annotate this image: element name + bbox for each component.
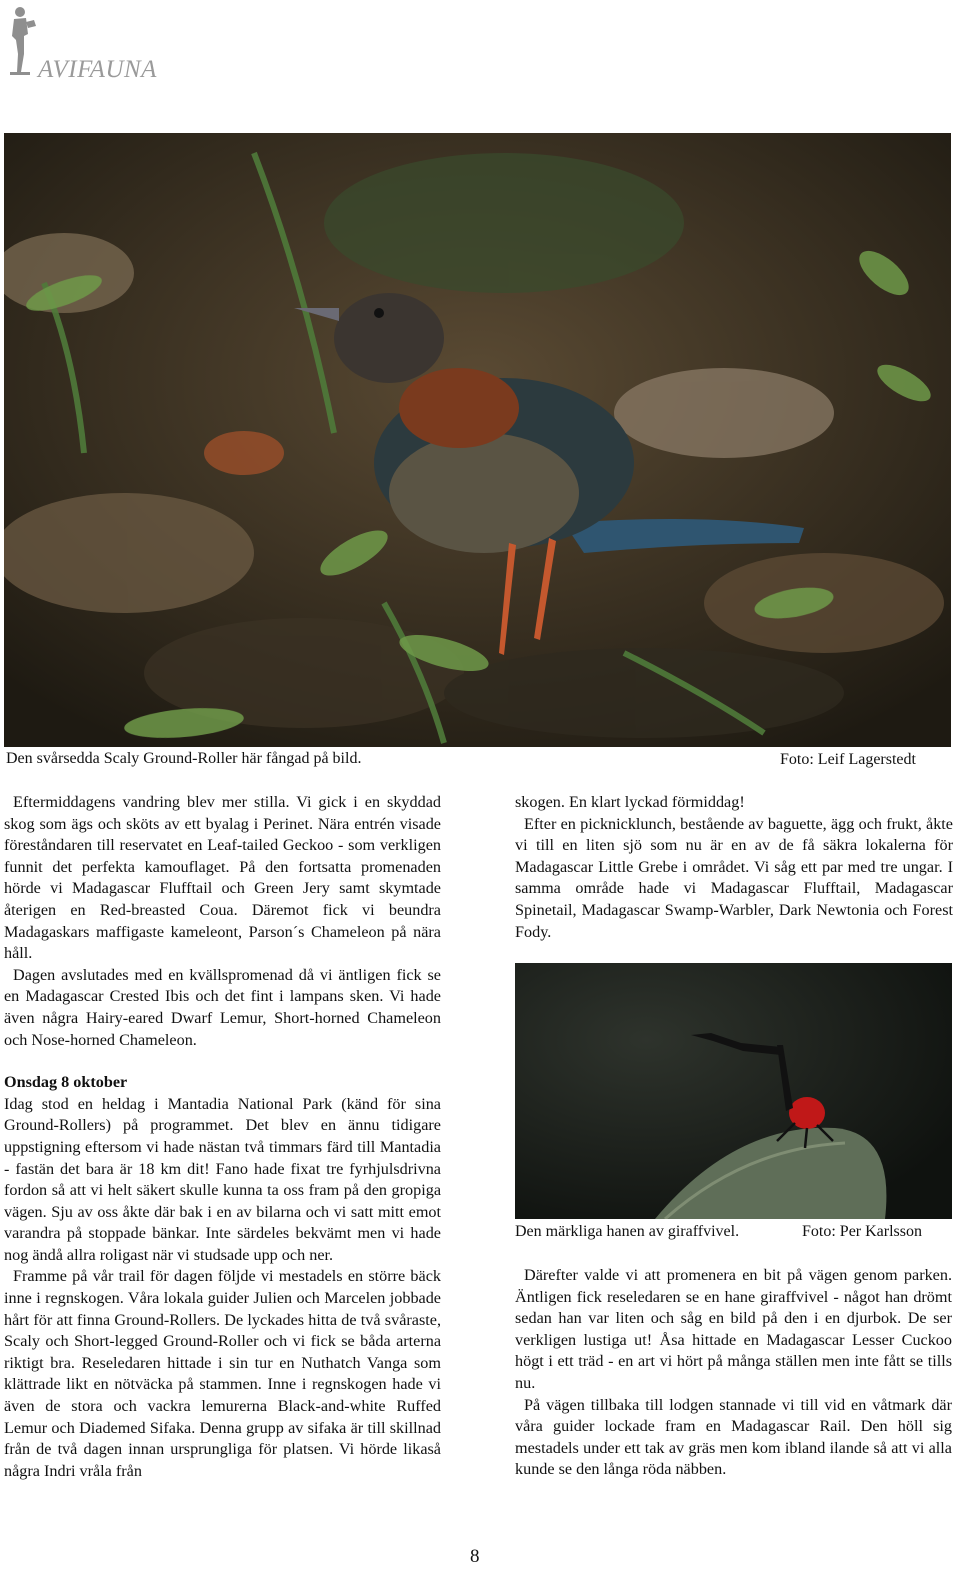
logo-text: AVIFAUNA	[38, 56, 157, 83]
page-number: 8	[470, 1546, 480, 1567]
paragraph: skogen. En klart lyckad förmiddag!	[515, 793, 745, 811]
right-column-bottom	[515, 1265, 952, 1481]
paragraph: Därefter valde vi att promenera en bit på vägen genom parken. Äntligen fick reseledaren se en hane giraffvivel - något han drömt sedan han var liten och såg en bild på den i en djurbok. De ser verkligen lustiga ut! Åsa hittade en Madagascar Lesser Cuckoo högt i ett träd - en art vi hört på många ställen men inte fått se tills nu.	[515, 1266, 952, 1392]
right-column-top	[515, 792, 953, 943]
avifauna-logo	[6, 6, 181, 83]
paragraph: Idag stod en heldag i Mantadia National Park (känd för sina Ground-Rollers) på programmet. Det blev en ännu tidigare uppstigning eftersom vi hade nästan två timmars färd till Mantadia - fastän det bara är 18 km dit! Fano hade fixat tre fyrhjulsdrivna fordon så att vi helt säkert skulle kunna ta oss fram på den gropiga vägen. Sju av oss åkte där bak i en av bilarna och vi satt mitt emot varandra på stoppade bänkar. Inte särdeles bekvämt men vi hade nog ändå allra roligast när vi studsade upp och ner.	[4, 1094, 441, 1264]
ground-roller-photo	[4, 133, 951, 747]
paragraph: På vägen tillbaka till lodgen stannade vi till vid en våtmark där våra guider lockade fram en Madagascar Rail. Den höll sig mestadels under ett tak av gräs men kom ibland ilande så att vi alla kunde se den långa röda näbben.	[515, 1395, 952, 1479]
photo2-credit: Foto: Per Karlsson	[802, 1223, 922, 1240]
photo2-caption: Den märkliga hanen av giraffvivel.	[515, 1223, 740, 1240]
giraffe-weevil-photo	[515, 963, 952, 1219]
bird-illustration	[4, 133, 951, 747]
paragraph: Framme på vår trail för dagen följde vi mestadels en större bäck inne i regnskogen. Våra lokala guider Julien och Marcelen jobbade hårt för att finna Ground-Rollers. De lyckades hitta de två svåraste, Scaly och Short-legged Ground-Roller och vi fick se båda arterna riktigt bra. Reseledaren hittade i sin tur en Nuthatch Vanga som klättrade likt en nötväcka på stammen. Inne i regnskogen hade vi även de stora och vackra lemurerna Black-and-white Ruffed Lemur och Diademed Sifaka. Denna grupp av sifaka är till skillnad från de två dagen innan ursprungliga för platsen. Vi hörde likaså några Indri vråla från	[4, 1267, 441, 1480]
paragraph: Eftermiddagens vandring blev mer stilla. Vi gick i en skyddad skog som ägs och sköts av ett byalag i Perinet. Nära entrén visade föreståndaren till reservatet en Leaf-tailed Geckoo - som verkligen funnit det perfekta kamouflaget. På den fortsatta promenaden hörde vi Madagascar Flufftail och Green Jery samt skymtade återigen en Red-breasted Coua. Däremot fick vi beundra Madagaskars maffigaste kameleont, Parson´s Chameleon på nära håll.	[4, 793, 441, 963]
paragraph: Efter en picknicklunch, bestående av baguette, ägg och frukt, åkte vi till en liten sjö som nu är en av de få säkra lokalerna för Madagascar Little Grebe i området. Vi såg ett par med tre ungar. I samma område hade vi Madagascar Flufftail, Madagascar Spinetail, Madagascar Swamp-Warbler, Dark Newtonia och Forest Fody.	[515, 814, 953, 941]
paragraph: Dagen avslutades med en kvällspromenad då vi äntligen fick se en Madagascar Crested Ibis och det fint i lampans sken. Vi hade även några Hairy-eared Dwarf Lemur, Short-horned Chameleon och Nose-horned Chameleon.	[4, 965, 441, 1049]
weevil-illustration	[515, 963, 952, 1219]
photo1-credit: Foto: Leif Lagerstedt	[780, 751, 916, 768]
photo1-caption: Den svårsedda Scaly Ground-Roller här fångad på bild.	[6, 750, 362, 767]
left-column	[4, 792, 441, 1482]
section-heading: Onsdag 8 oktober	[4, 1073, 128, 1092]
